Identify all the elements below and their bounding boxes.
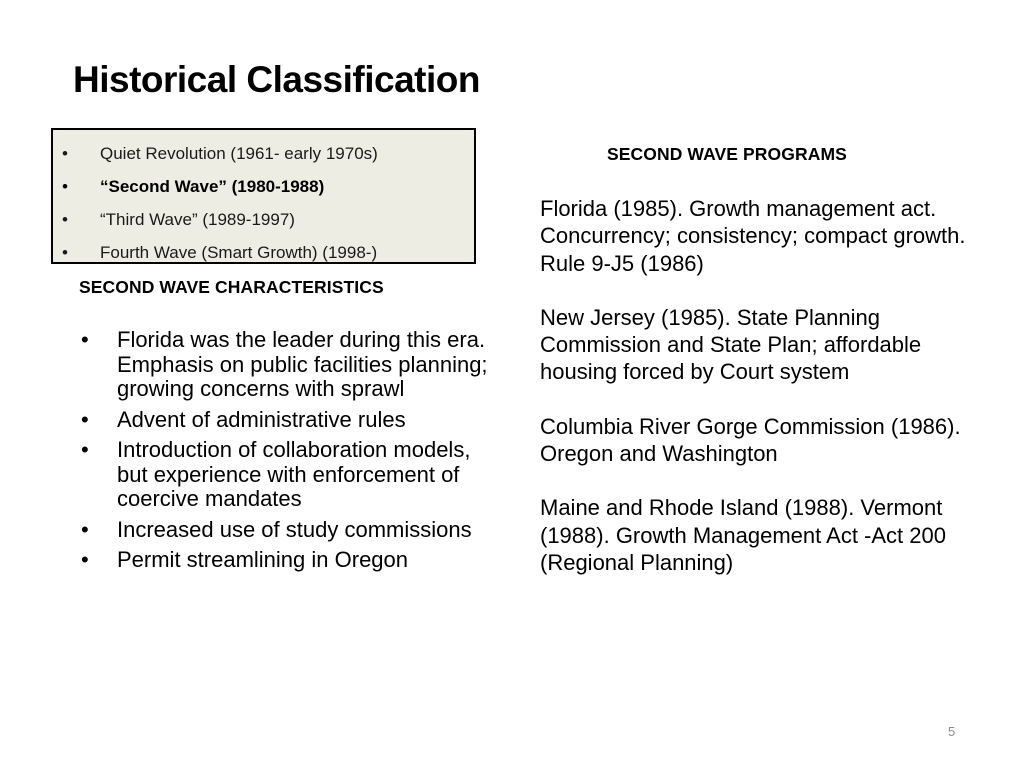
characteristic-text: Introduction of collaboration models, but experience with enforcement of coercive mandates bbox=[117, 437, 471, 511]
bullet-icon: • bbox=[81, 406, 89, 432]
slide-title: Historical Classification bbox=[73, 59, 480, 100]
list-item bbox=[80, 408, 490, 433]
bullet-icon: • bbox=[62, 177, 68, 196]
era-label: “Third Wave” (1989-1997) bbox=[100, 210, 295, 229]
program-new-jersey: New Jersey (1985). State Planning Commission and State Plan; affordable housing forced by Court system bbox=[540, 304, 922, 385]
bullet-icon: • bbox=[81, 547, 89, 572]
bullet-icon: • bbox=[62, 210, 68, 229]
program-maine-rhode-island-vermont: Maine and Rhode Island (1988). Vermont (1988). Growth Management Act -Act 200 (Regional Planning) bbox=[540, 495, 946, 575]
characteristic-text: Florida was the leader during this era. Emphasis on public facilities planning; growing concerns with sprawl bbox=[117, 327, 488, 401]
characteristic-text: Advent of administrative rules bbox=[117, 406, 406, 432]
list-item bbox=[80, 438, 490, 512]
eras-list bbox=[53, 137, 474, 269]
bullet-icon: • bbox=[81, 516, 89, 542]
era-label: Fourth Wave (Smart Growth) (1998-) bbox=[100, 243, 378, 262]
bullet-icon: • bbox=[62, 243, 68, 262]
era-label: “Second Wave” (1980-1988) bbox=[100, 177, 325, 196]
era-item-second-wave bbox=[53, 170, 474, 203]
characteristics-heading: SECOND WAVE CHARACTERISTICS bbox=[79, 277, 384, 297]
list-item bbox=[80, 548, 490, 573]
program-florida: Florida (1985). Growth management act. Concurrency; consistency; compact growth. Rule 9-J5 (1986) bbox=[540, 196, 966, 276]
programs-list bbox=[540, 195, 970, 603]
programs-heading: SECOND WAVE PROGRAMS bbox=[607, 144, 847, 164]
bullet-icon: • bbox=[81, 437, 89, 462]
eras-box bbox=[51, 128, 476, 264]
bullet-icon: • bbox=[62, 144, 68, 163]
characteristic-text: Permit streamlining in Oregon bbox=[117, 547, 409, 572]
characteristic-text: Increased use of study commissions bbox=[117, 516, 472, 542]
program-columbia-river-gorge: Columbia River Gorge Commission (1986). Oregon and Washington bbox=[540, 413, 961, 467]
era-item-third-wave bbox=[53, 203, 474, 236]
page-number: 5 bbox=[948, 724, 956, 739]
characteristics-list bbox=[80, 328, 490, 579]
list-item bbox=[80, 328, 490, 402]
era-item-quiet-revolution bbox=[53, 137, 474, 170]
bullet-icon: • bbox=[81, 327, 89, 352]
list-item bbox=[80, 518, 490, 543]
era-item-fourth-wave bbox=[53, 236, 474, 269]
era-label: Quiet Revolution (1961- early 1970s) bbox=[100, 144, 378, 163]
